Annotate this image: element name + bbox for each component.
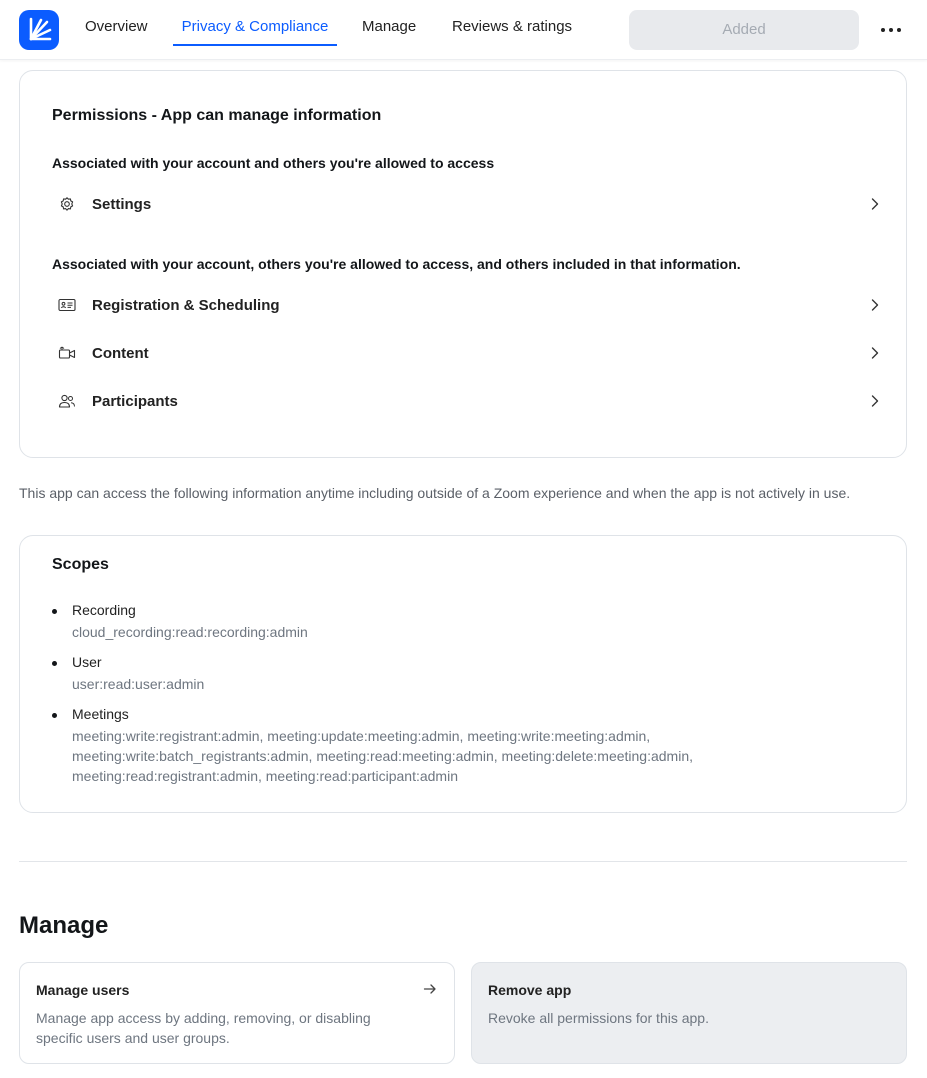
chevron-right-icon xyxy=(868,394,882,408)
id-card-icon xyxy=(58,297,76,313)
scope-values: meeting:write:registrant:admin, meeting:update:meeting:admin, meeting:write:meeting:admin, meeting:write:batch_registrants:admin, meeting:read:meeting:admin, meeting:delete:meeting:admin, meeting:read:registrant:admin, meeting:read:participant:admin xyxy=(72,728,693,784)
remove-app-card[interactable] xyxy=(471,962,907,1064)
tab-overview[interactable]: Overview xyxy=(85,18,148,35)
permission-row-participants[interactable] xyxy=(52,385,872,417)
access-info-text: This app can access the following information anytime including outside of a Zoom experience and when the app is not actively in use. xyxy=(19,485,851,501)
manage-users-title: Manage users xyxy=(36,982,130,998)
permissions-card xyxy=(19,70,907,458)
scope-values: user:read:user:admin xyxy=(72,676,205,692)
app-logo-icon xyxy=(19,10,59,50)
remove-app-title: Remove app xyxy=(488,982,572,998)
video-content-icon xyxy=(58,345,76,361)
chevron-right-icon xyxy=(868,346,882,360)
scope-name: User xyxy=(72,654,102,670)
scope-values: cloud_recording:read:recording:admin xyxy=(72,624,308,640)
permissions-group-title: Associated with your account, others you're allowed to access, and others included in that information. xyxy=(52,256,741,272)
bullet xyxy=(52,609,57,614)
tab-manage[interactable]: Manage xyxy=(362,18,417,35)
more-options-icon[interactable] xyxy=(878,18,904,42)
scopes-title: Scopes xyxy=(52,556,109,573)
permission-row-registration-scheduling[interactable] xyxy=(52,289,872,321)
permission-row-settings[interactable] xyxy=(52,188,872,220)
manage-heading: Manage xyxy=(19,912,109,939)
manage-users-description: Manage app access by adding, removing, or disabling specific users and user groups. xyxy=(36,1010,371,1046)
bullet xyxy=(52,661,57,666)
remove-app-description: Revoke all permissions for this app. xyxy=(488,1010,709,1026)
permission-row-content[interactable] xyxy=(52,337,872,369)
permission-label: Participants xyxy=(92,393,178,410)
scope-name: Recording xyxy=(72,602,136,618)
permission-label: Registration & Scheduling xyxy=(92,297,280,314)
people-icon xyxy=(58,393,76,409)
added-button[interactable]: Added xyxy=(629,10,859,50)
permission-label: Settings xyxy=(92,196,152,213)
tab-reviews-ratings[interactable]: Reviews & ratings xyxy=(452,18,573,35)
arrow-right-icon xyxy=(422,981,438,997)
scopes-card xyxy=(19,535,907,813)
manage-users-card[interactable] xyxy=(19,962,455,1064)
gear-icon xyxy=(58,196,76,212)
section-divider xyxy=(19,861,907,862)
permission-label: Content xyxy=(92,345,149,362)
tab-privacy-compliance[interactable]: Privacy & Compliance xyxy=(173,0,337,46)
chevron-right-icon xyxy=(868,298,882,312)
chevron-right-icon xyxy=(868,197,882,211)
top-navigation-bar xyxy=(0,0,927,60)
permissions-group-title: Associated with your account and others you're allowed to access xyxy=(52,155,495,171)
scope-name: Meetings xyxy=(72,706,129,722)
permissions-title: Permissions - App can manage information xyxy=(52,107,382,124)
bullet xyxy=(52,713,57,718)
